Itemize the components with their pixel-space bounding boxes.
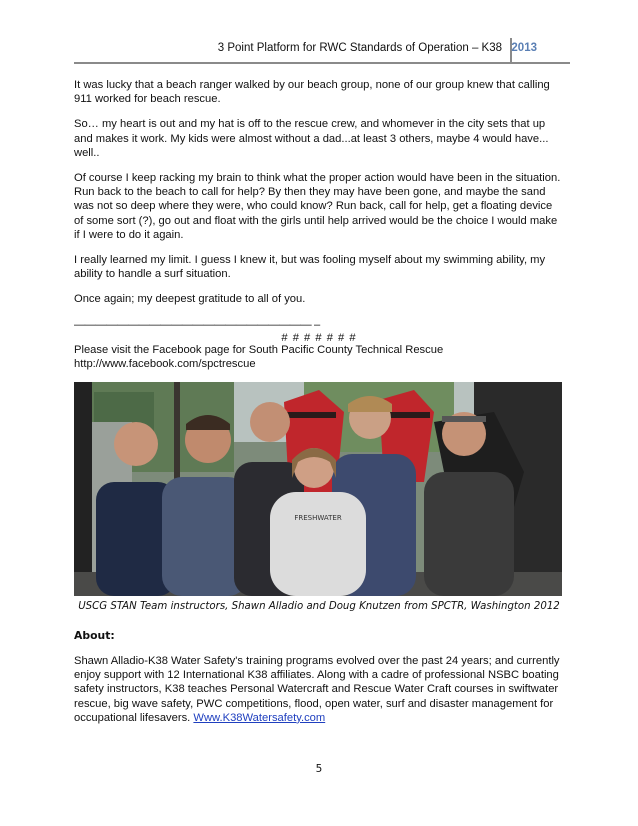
divider-line: —————————————————————— – — [74, 318, 320, 331]
page-number: 5 — [315, 763, 323, 775]
paragraph: So… my heart is out and my hat is off to the rescue crew, and whomever in the city sets that up and makes it work. My kids were almost without a dad...at least 3 others, maybe 4 would have... well.. — [74, 118, 549, 159]
website-link[interactable]: Www.K38Watersafety.com — [193, 711, 326, 724]
paragraph: It was lucky that a beach ranger walked by our beach group, none of our group knew that calling 911 worked for beach rescue. — [74, 79, 550, 106]
header-rule — [74, 62, 570, 64]
about-heading: About: — [74, 629, 115, 642]
paragraph: Once again; my deepest gratitude to all of you. — [74, 293, 306, 306]
section-break: # # # # # # # — [281, 332, 357, 344]
about-section — [74, 654, 566, 725]
header-year: 2013 — [511, 42, 537, 54]
header-title: 3 Point Platform for RWC Standards of Operation – K38 — [217, 42, 502, 54]
page-header — [74, 38, 570, 62]
body-text — [74, 78, 564, 371]
photo-caption: USCG STAN Team instructors, Shawn Alladio and Doug Knutzen from SPCTR, Washington 2012 — [78, 601, 560, 612]
paragraph: Of course I keep racking my brain to think what the proper action would have been in the situation. Run back to the beach to call for help? By then they may have been gone, and maybe the sand was not so deep where they were, who could know? Run back, call for help, get a floating device of some sort (?), go out and float with the girls until help arrived would be the choice I would make if I were to do it again. — [74, 172, 561, 241]
shirt-print: FRESHWATER — [294, 514, 342, 522]
facebook-url[interactable]: http://www.facebook.com/spctrescue — [74, 358, 256, 371]
facebook-text: Please visit the Facebook page for South Pacific County Technical Rescue — [74, 343, 444, 356]
group-photo — [74, 382, 562, 596]
about-body: Shawn Alladio-K38 Water Safety's training programs evolved over the past 24 years; and currently enjoy support with 12 International K38 affiliates. Along with a cadre of professional NSBC boating safety instructors, K38 teaches Personal Watercraft and Rescue Water Craft courses in swiftwater rescue, big wave safety, PWC competitions, flood, open water, surf and disaster management for occupational lifesavers. — [74, 655, 560, 724]
paragraph: I really learned my limit. I guess I knew it, but was fooling myself about my swimming ability, my ability to handle a surf situation. — [74, 254, 546, 281]
